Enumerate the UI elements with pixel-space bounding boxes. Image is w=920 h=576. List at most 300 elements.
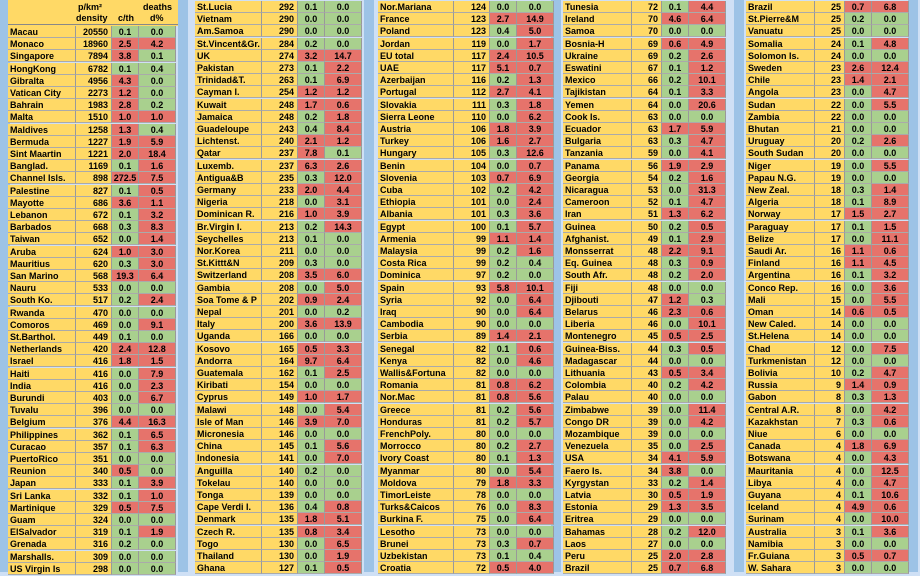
country-name: ElSalvador [8, 526, 76, 538]
density-value: 17 [815, 233, 845, 245]
country-name: TimorLeiste [378, 489, 454, 501]
deaths-value: 1.9 [325, 550, 362, 562]
deaths-value: 0.7 [517, 160, 554, 172]
deaths-value: 3.9 [325, 208, 362, 220]
density-value: 56 [632, 160, 662, 172]
density-value: 72 [632, 1, 662, 13]
deaths-value: 16.3 [139, 416, 176, 428]
country-name: Afghanist. [563, 233, 632, 245]
country-name: France [378, 13, 454, 25]
density-value: 40 [632, 391, 662, 403]
cth-value: 0.0 [490, 501, 517, 513]
deaths-value: 3.3 [689, 86, 726, 98]
country-name: Dominican R. [195, 208, 262, 220]
column-separator [734, 0, 744, 572]
density-value: 14 [815, 306, 845, 318]
cth-value: 3.6 [298, 318, 325, 330]
deaths-value: 0.1 [325, 147, 362, 159]
density-value: 146 [262, 428, 298, 440]
cth-value: 0.0 [662, 428, 689, 440]
deaths-value: 0.0 [325, 25, 362, 37]
country-name: Togo [195, 538, 262, 550]
country-name: Curacao [8, 441, 76, 453]
cth-value: 0.1 [298, 562, 325, 574]
density-value: 470 [76, 307, 112, 319]
density-value: 14 [815, 330, 845, 342]
country-name: Br.Virgin I. [195, 221, 262, 233]
density-value: 27 [632, 538, 662, 550]
country-name: Myanmar [378, 465, 454, 477]
density-value: 112 [454, 86, 490, 98]
deaths-value: 2.9 [689, 233, 726, 245]
cth-value: 3.9 [298, 416, 325, 428]
cth-value: 0.0 [490, 526, 517, 538]
country-name: Taiwan [8, 233, 76, 245]
country-name: Bulgaria [563, 135, 632, 147]
deaths-value: 11.1 [872, 233, 909, 245]
country-name: Sudan [746, 99, 815, 111]
density-value: 80 [454, 465, 490, 477]
deaths-value: 4.8 [872, 38, 909, 50]
density-value: 48 [632, 282, 662, 294]
country-name: Armenia [378, 233, 454, 245]
deaths-value: 2.5 [689, 440, 726, 452]
deaths-value: 0.0 [139, 282, 176, 294]
cth-value: 0.0 [298, 13, 325, 25]
cth-value: 0.7 [845, 1, 872, 13]
country-name: Macau [8, 26, 76, 38]
density-value: 47 [632, 294, 662, 306]
density-value: 104 [454, 160, 490, 172]
density-value: 44 [632, 355, 662, 367]
density-value: 124 [454, 1, 490, 13]
country-name: Aruba [8, 246, 76, 258]
deaths-value: 4.1 [689, 147, 726, 159]
country-name: Germany [195, 184, 262, 196]
density-value: 63 [632, 135, 662, 147]
country-name: Surinam [746, 513, 815, 525]
country-name: Georgia [563, 172, 632, 184]
deaths-value: 6.4 [139, 270, 176, 282]
density-value: 4 [815, 452, 845, 464]
cth-value: 0.1 [845, 269, 872, 281]
cth-value: 1.2 [298, 86, 325, 98]
cth-value: 0.1 [298, 1, 325, 13]
cth-value: 0.0 [662, 99, 689, 111]
country-name: Colombia [563, 379, 632, 391]
cth-value: 0.0 [845, 562, 872, 574]
country-name: Malawi [195, 404, 262, 416]
country-name: Brazil [746, 1, 815, 13]
country-name: Moldova [378, 477, 454, 489]
country-name: Gambia [195, 282, 262, 294]
deaths-value: 0.0 [325, 477, 362, 489]
country-name: Bosnia-H [563, 38, 632, 50]
cth-value: 0.1 [112, 63, 139, 75]
cth-value: 0.7 [662, 562, 689, 574]
country-name: Turkey [378, 135, 454, 147]
cth-value: 1.8 [845, 440, 872, 452]
cth-value: 272.5 [112, 172, 139, 184]
deaths-value: 3.3 [325, 343, 362, 355]
country-name: Lithuania [563, 367, 632, 379]
deaths-value: 1.7 [517, 38, 554, 50]
density-value: 117 [454, 50, 490, 62]
density-value: 22 [815, 99, 845, 111]
deaths-value: 0.0 [325, 330, 362, 342]
deaths-header: deaths [143, 2, 173, 12]
country-name: Micronesia [195, 428, 262, 440]
country-name: Eq. Guinea [563, 257, 632, 269]
deaths-value: 0.0 [872, 147, 909, 159]
cth-value: 0.0 [845, 355, 872, 367]
density-value: 80 [454, 440, 490, 452]
country-name: Australia [746, 526, 815, 538]
cth-value: 0.0 [298, 330, 325, 342]
cth-value: 0.0 [845, 538, 872, 550]
deaths-value: 5.7 [517, 221, 554, 233]
deaths-value: 0.0 [689, 428, 726, 440]
density-value: 80 [454, 428, 490, 440]
deaths-value: 31.3 [689, 184, 726, 196]
cth-value: 0.0 [845, 465, 872, 477]
country-name: Sweden [746, 62, 815, 74]
density-value: 34 [632, 452, 662, 464]
cth-value: 0.0 [845, 160, 872, 172]
density-value: 46 [632, 306, 662, 318]
deaths-value: 3.4 [325, 526, 362, 538]
density-value: 81 [454, 379, 490, 391]
country-name: Canada [746, 440, 815, 452]
country-name: Palestine [8, 185, 76, 197]
density-header: density [76, 13, 108, 23]
cth-value: 0.0 [845, 318, 872, 330]
density-value: 1258 [76, 124, 112, 136]
cth-value: 1.2 [662, 294, 689, 306]
density-value: 166 [262, 330, 298, 342]
deaths-value: 0.0 [139, 514, 176, 526]
density-value: 89 [454, 330, 490, 342]
deaths-value: 7.0 [325, 452, 362, 464]
country-name: Am.Samoa [195, 25, 262, 37]
density-value: 16 [815, 269, 845, 281]
country-name: Qatar [195, 147, 262, 159]
cth-value: 4.1 [662, 452, 689, 464]
cth-value: 0.0 [490, 294, 517, 306]
cth-value: 0.0 [298, 25, 325, 37]
country-name: Kuwait [195, 99, 262, 111]
density-value: 30 [632, 489, 662, 501]
cth-value: 1.0 [298, 208, 325, 220]
cth-value: 1.8 [490, 477, 517, 489]
density-value: 52 [632, 196, 662, 208]
country-name: Eswatini [563, 62, 632, 74]
cth-value: 3.2 [298, 50, 325, 62]
cth-value: 2.1 [298, 135, 325, 147]
deaths-value: 8.3 [517, 501, 554, 513]
deaths-value: 4.1 [517, 86, 554, 98]
density-value: 106 [454, 135, 490, 147]
density-value: 274 [262, 50, 298, 62]
cth-value: 4.9 [845, 501, 872, 513]
cth-value: 0.0 [490, 306, 517, 318]
deaths-value: 0.0 [139, 75, 176, 87]
density-value: 146 [262, 416, 298, 428]
density-value: 9 [815, 379, 845, 391]
density-value: 90 [454, 306, 490, 318]
deaths-value: 0.0 [872, 562, 909, 574]
deaths-value: 2.6 [325, 160, 362, 172]
cth-value: 2.5 [112, 38, 139, 50]
density-value: 290 [262, 25, 298, 37]
deaths-value: 3.2 [872, 269, 909, 281]
country-name: Uruguay [746, 135, 815, 147]
deaths-value: 0.4 [517, 550, 554, 562]
cth-value: 0.1 [298, 440, 325, 452]
cth-value: 2.0 [662, 550, 689, 562]
country-name: Ireland [563, 13, 632, 25]
cth-value: 0.0 [112, 233, 139, 245]
density-value: 105 [454, 147, 490, 159]
deaths-value: 0.0 [872, 13, 909, 25]
country-name: Martinique [8, 502, 76, 514]
country-name: Saudi Ar. [746, 245, 815, 257]
deaths-value: 2.1 [872, 74, 909, 86]
deaths-value: 6.9 [325, 74, 362, 86]
deaths-value: 0.9 [689, 257, 726, 269]
density-value: 4 [815, 501, 845, 513]
cth-value: 2.0 [112, 148, 139, 160]
deaths-value: 0.0 [325, 428, 362, 440]
cth-value: 0.0 [662, 440, 689, 452]
deaths-value: 6.4 [689, 13, 726, 25]
country-name: Zimbabwe [563, 404, 632, 416]
country-name: Nauru [8, 282, 76, 294]
cth-value: 19.3 [112, 270, 139, 282]
deaths-value: 4.7 [872, 477, 909, 489]
country-name: Antigua&B [195, 172, 262, 184]
country-name: Indonesia [195, 452, 262, 464]
deaths-value: 0.6 [872, 501, 909, 513]
deaths-value: 0.0 [872, 318, 909, 330]
country-name: Fiji [563, 282, 632, 294]
cth-value: 0.6 [845, 306, 872, 318]
deaths-value: 10.6 [872, 489, 909, 501]
density-value: 119 [454, 38, 490, 50]
density-value: 103 [454, 172, 490, 184]
deaths-value: 0.0 [325, 379, 362, 391]
density-value: 135 [262, 526, 298, 538]
country-name: Vanuatu [746, 25, 815, 37]
deaths-value: 3.9 [139, 477, 176, 489]
column-separator [908, 0, 918, 572]
density-value: 243 [262, 123, 298, 135]
cth-value: 0.0 [298, 404, 325, 416]
cth-value: 0.0 [112, 514, 139, 526]
deaths-value: 1.2 [689, 62, 726, 74]
cth-value: 0.1 [845, 489, 872, 501]
density-value: 1510 [76, 111, 112, 123]
cth-value: 4.4 [112, 416, 139, 428]
deaths-value: 12.0 [689, 526, 726, 538]
cth-value: 0.0 [112, 551, 139, 563]
density-value: 17 [815, 208, 845, 220]
deaths-value: 5.5 [872, 294, 909, 306]
cth-value: 1.1 [845, 257, 872, 269]
cth-value: 1.3 [112, 124, 139, 136]
cth-value: 0.0 [662, 391, 689, 403]
density-value: 202 [262, 294, 298, 306]
cth-value: 0.1 [845, 196, 872, 208]
deaths-value: 1.5 [139, 355, 176, 367]
density-value: 333 [76, 477, 112, 489]
cth-value: 1.8 [112, 355, 139, 367]
deaths-value: 6.4 [517, 294, 554, 306]
cth-value: 0.3 [112, 221, 139, 233]
density-value: 25 [815, 13, 845, 25]
country-name: Palau [563, 391, 632, 403]
country-name: Belgium [8, 416, 76, 428]
country-name: Andorra [195, 355, 262, 367]
density-value: 40 [632, 379, 662, 391]
deaths-value: 1.9 [139, 526, 176, 538]
country-name: UK [195, 50, 262, 62]
deaths-value: 6.4 [517, 306, 554, 318]
cth-value: 0.0 [490, 1, 517, 13]
density-value: 20 [815, 135, 845, 147]
country-name: Central A.R. [746, 404, 815, 416]
country-name: Lebanon [8, 209, 76, 221]
country-name: Russia [746, 379, 815, 391]
density-value: 67 [632, 62, 662, 74]
density-value: 416 [76, 355, 112, 367]
cth-value: 0.0 [845, 147, 872, 159]
deaths-value: 0.0 [325, 38, 362, 50]
deaths-value: 3.1 [325, 196, 362, 208]
cth-value: 1.5 [845, 208, 872, 220]
density-value: 237 [262, 147, 298, 159]
density-unit-label: p/km² [78, 2, 103, 12]
cth-value: 0.0 [490, 428, 517, 440]
density-value: 53 [632, 184, 662, 196]
deaths-value: 2.2 [325, 62, 362, 74]
deaths-value: 14.7 [325, 50, 362, 62]
density-value: 1227 [76, 136, 112, 148]
deaths-value: 4.2 [872, 404, 909, 416]
country-name: Morrocco [378, 440, 454, 452]
deaths-value: 0.0 [689, 25, 726, 37]
density-value: 21 [815, 123, 845, 135]
country-name: Turkmenistan [746, 355, 815, 367]
density-value: 70 [632, 13, 662, 25]
deaths-value: 2.4 [517, 196, 554, 208]
deaths-value: 1.8 [517, 99, 554, 111]
country-name: Sint Maartin [8, 148, 76, 160]
cth-value: 0.2 [490, 245, 517, 257]
cth-value: 0.0 [845, 330, 872, 342]
deaths-value: 2.8 [689, 550, 726, 562]
deaths-value: 0.0 [689, 513, 726, 525]
country-name: Botswana [746, 452, 815, 464]
density-value: 8 [815, 391, 845, 403]
deaths-value: 0.0 [872, 330, 909, 342]
country-name: Tunesia [563, 1, 632, 13]
density-value: 69 [632, 50, 662, 62]
deaths-value: 0.5 [689, 343, 726, 355]
country-name: Seychelles [195, 233, 262, 245]
cth-value: 0.5 [845, 550, 872, 562]
cth-value: 2.2 [662, 245, 689, 257]
country-name: Chad [746, 343, 815, 355]
density-value: 48 [632, 245, 662, 257]
deaths-value: 3.4 [689, 367, 726, 379]
deaths-value: 14.3 [325, 221, 362, 233]
country-name: Singapore [8, 50, 76, 62]
country-name: Burundi [8, 392, 76, 404]
deaths-value: 18.4 [139, 148, 176, 160]
country-name: Belize [746, 233, 815, 245]
density-value: 316 [76, 538, 112, 550]
deaths-value: 5.5 [872, 160, 909, 172]
cth-value: 0.0 [662, 416, 689, 428]
density-value: 99 [454, 245, 490, 257]
density-value: 290 [262, 13, 298, 25]
cth-value: 0.1 [112, 441, 139, 453]
country-name: Trinidad&T. [195, 74, 262, 86]
cth-value: 1.3 [662, 501, 689, 513]
country-name: Pakistan [195, 62, 262, 74]
deaths-value: 2.6 [872, 135, 909, 147]
cth-value: 0.1 [298, 233, 325, 245]
country-name: Guyana [746, 489, 815, 501]
country-name: Bahrain [8, 99, 76, 111]
cth-value: 0.1 [112, 160, 139, 172]
cth-value: 1.0 [298, 391, 325, 403]
density-value: 81 [454, 416, 490, 428]
deaths-value: 0.0 [872, 355, 909, 367]
cth-value: 0.1 [662, 196, 689, 208]
deaths-value: 6.5 [325, 538, 362, 550]
country-name: Dominica [378, 269, 454, 281]
deaths-value: 5.9 [689, 123, 726, 135]
density-value: 28 [632, 526, 662, 538]
country-name: Nepal [195, 306, 262, 318]
country-name: Montenegro [563, 330, 632, 342]
country-name: Sierra Leone [378, 111, 454, 123]
deaths-value: 0.0 [517, 1, 554, 13]
country-name: St.Barthol. [8, 331, 76, 343]
deaths-value: 0.0 [325, 257, 362, 269]
cth-value: 0.0 [490, 489, 517, 501]
deaths-value: 11.4 [689, 404, 726, 416]
country-name: Portugal [378, 86, 454, 98]
country-name: Mali [746, 294, 815, 306]
cth-value: 2.7 [490, 86, 517, 98]
cth-value: 1.8 [298, 513, 325, 525]
cth-value: 0.0 [112, 307, 139, 319]
deaths-value: 7.5 [139, 172, 176, 184]
density-value: 533 [76, 282, 112, 294]
deaths-value: 0.0 [872, 25, 909, 37]
density-value: 43 [632, 367, 662, 379]
country-name: Tonga [195, 489, 262, 501]
country-name: Solomon Is. [746, 50, 815, 62]
deaths-value: 4.4 [689, 1, 726, 13]
density-value: 3 [815, 526, 845, 538]
density-value: 75 [454, 513, 490, 525]
density-value: 357 [76, 441, 112, 453]
density-value: 23 [815, 74, 845, 86]
